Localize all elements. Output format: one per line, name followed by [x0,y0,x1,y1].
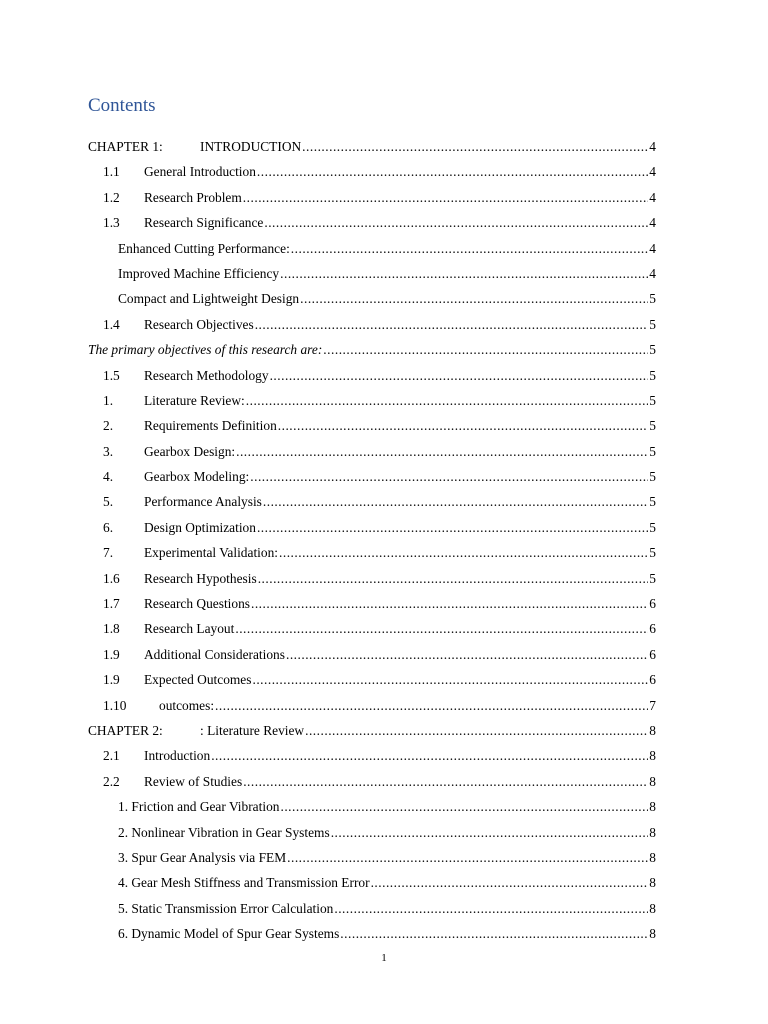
toc-entry[interactable] [88,743,656,768]
toc-entry-title: Compact and Lightweight Design [118,291,300,307]
toc-entry-page: 8 [649,748,656,764]
toc-leader-dots [291,236,649,261]
toc-entry-title: 4. Gear Mesh Stiffness and Transmission Error [118,875,370,891]
toc-entry-number: 1.6 [103,570,120,586]
toc-leader-dots [211,743,648,768]
toc-entry-page: 4 [649,265,656,281]
toc-leader-dots [251,591,648,616]
toc-entry[interactable] [88,312,656,337]
toc-leader-dots [371,870,649,895]
toc-entry-page: 5 [649,418,656,434]
toc-entry[interactable] [88,667,656,692]
toc-entry[interactable] [88,363,656,388]
toc-entry-page: 5 [649,342,656,358]
toc-leader-dots [243,769,648,794]
toc-entry-title: Improved Machine Efficiency [118,265,280,281]
toc-entry-title: Review of Studies [144,773,243,789]
toc-entry-page: 5 [649,443,656,459]
toc-entry-page: 8 [649,849,656,865]
toc-entry[interactable] [88,642,656,667]
toc-leader-dots [287,845,648,870]
toc-entry-page: 6 [649,596,656,612]
toc-entry-page: 5 [649,291,656,307]
toc-entry-title: Research Questions [144,596,250,612]
toc-entry-page: 8 [649,875,656,891]
toc-entry-title: 6. Dynamic Model of Spur Gear Systems [118,926,340,942]
toc-entry-number: 1.2 [103,189,120,205]
toc-entry-page: 8 [649,900,656,916]
toc-entry-title: Performance Analysis [144,494,262,510]
toc-entry-page: 5 [649,316,656,332]
toc-leader-dots [331,820,649,845]
toc-entry-title: General Introduction [144,164,256,180]
toc-leader-dots [246,388,649,413]
toc-entry-title: : Literature Review [200,722,305,738]
toc-entry-page: 7 [649,697,656,713]
toc-entry-title: Literature Review: [144,392,245,408]
toc-entry[interactable] [88,616,656,641]
toc-leader-dots [255,312,649,337]
toc-entry-page: 5 [649,545,656,561]
toc-entry[interactable] [88,515,656,540]
toc-entry-page: 6 [649,646,656,662]
toc-entry[interactable] [88,794,656,819]
toc-leader-dots [305,718,648,743]
toc-entry-page: 8 [649,722,656,738]
toc-entry-page: 5 [649,392,656,408]
toc-leader-dots [236,439,648,464]
toc-entry-title: Additional Considerations [144,646,285,662]
toc-entry-number: 1.4 [103,316,120,332]
toc-entry-number: 6. [103,519,114,535]
toc-entry-title: outcomes: [159,697,215,713]
toc-entry-page: 4 [649,164,656,180]
toc-entry[interactable] [88,921,656,946]
toc-entry-number: 2. [103,418,114,434]
toc-entry-title: Research Problem [144,189,242,205]
toc-entry-title: 2. Nonlinear Vibration in Gear Systems [118,824,330,840]
toc-leader-dots [323,337,648,362]
toc-entry[interactable] [88,896,656,921]
toc-entry-page: 4 [649,139,656,154]
toc-leader-dots [279,540,648,565]
toc-entry[interactable] [88,591,656,616]
toc-leader-dots [286,642,648,667]
toc-entry-number: 1.7 [103,596,120,612]
toc-entry-page: 8 [649,824,656,840]
toc-leader-dots [243,185,649,210]
toc-entry[interactable] [88,439,656,464]
toc-entry-number: CHAPTER 2: [88,722,163,738]
toc-entry-title: Research Objectives [144,316,254,332]
toc-leader-dots [278,413,649,438]
toc-entry-page: 5 [649,570,656,586]
contents-heading: Contents [88,95,156,116]
toc-entry[interactable] [88,769,656,794]
toc-leader-dots [263,489,648,514]
toc-entry[interactable] [88,566,656,591]
toc-entry[interactable] [88,464,656,489]
table-of-contents [88,134,656,947]
toc-entry-page: 8 [649,773,656,789]
toc-entry[interactable] [88,185,656,210]
toc-leader-dots [300,286,648,311]
toc-entry-page: 8 [649,799,656,815]
toc-entry-page: 6 [649,621,656,637]
toc-leader-dots [340,921,648,946]
toc-entry-number: 1.9 [103,646,120,662]
toc-entry-title: Research Methodology [144,367,269,383]
toc-entry-number: 5. [103,494,114,510]
toc-entry-page: 6 [649,672,656,688]
toc-entry-title: INTRODUCTION [200,139,302,154]
toc-entry-page: 8 [649,926,656,942]
toc-entry-page: 5 [649,519,656,535]
toc-entry-page: 5 [649,367,656,383]
toc-entry[interactable] [88,540,656,565]
toc-entry-page: 5 [649,494,656,510]
toc-leader-dots [215,693,648,718]
toc-entry-title: Research Significance [144,215,264,231]
toc-entry[interactable] [88,693,656,718]
toc-leader-dots [257,159,648,184]
toc-leader-dots [257,515,648,540]
toc-entry-title: Gearbox Modeling: [144,469,250,485]
toc-entry-title: Research Hypothesis [144,570,257,586]
toc-entry-number: 1.9 [103,672,120,688]
toc-entry-title: Experimental Validation: [144,545,278,561]
toc-entry[interactable] [88,489,656,514]
toc-entry[interactable] [88,388,656,413]
toc-leader-dots [280,794,648,819]
toc-entry-number: 1. [103,392,114,408]
toc-entry-title: Enhanced Cutting Performance: [118,240,290,256]
toc-entry[interactable] [88,413,656,438]
toc-entry[interactable] [88,870,656,895]
toc-entry-number: 1.1 [103,164,120,180]
toc-entry[interactable] [88,134,656,159]
toc-entry-title: Expected Outcomes [144,672,252,688]
toc-leader-dots [258,566,649,591]
toc-entry[interactable] [88,159,656,184]
toc-leader-dots [250,464,648,489]
toc-leader-dots [270,363,649,388]
toc-entry[interactable] [88,845,656,870]
toc-entry-page: 5 [649,469,656,485]
toc-entry-title: Introduction [144,748,211,764]
toc-entry-title: 1. Friction and Gear Vibration [118,799,280,815]
toc-entry[interactable] [88,210,656,235]
toc-entry-number: CHAPTER 1: [88,139,163,154]
toc-entry[interactable] [88,820,656,845]
page-number: 1 [381,952,387,964]
toc-entry-title: Requirements Definition [144,418,277,434]
toc-entry[interactable] [88,718,656,743]
toc-entry-page: 4 [649,189,656,205]
toc-leader-dots [334,896,648,921]
toc-entry-number: 1.10 [103,697,127,713]
toc-entry-number: 4. [103,469,114,485]
toc-entry-title: Research Layout [144,621,235,637]
toc-leader-dots [235,616,648,641]
toc-entry-number: 1.5 [103,367,120,383]
toc-entry-title: The primary objectives of this research are: [88,342,323,358]
toc-entry-title: Design Optimization [144,519,256,535]
toc-entry[interactable] [88,261,656,286]
toc-entry-page: 4 [649,215,656,231]
toc-entry-number: 7. [103,545,114,561]
toc-entry-number: 3. [103,443,114,459]
toc-entry[interactable] [88,286,656,311]
toc-entry-number: 1.3 [103,215,120,231]
toc-leader-dots [302,134,648,159]
toc-entry-number: 2.1 [103,748,120,764]
toc-entry-title: 3. Spur Gear Analysis via FEM [118,849,287,865]
toc-leader-dots [252,667,648,692]
toc-entry-number: 1.8 [103,621,120,637]
toc-leader-dots [264,210,648,235]
toc-entry[interactable] [88,337,656,362]
toc-entry-title: 5. Static Transmission Error Calculation [118,900,334,916]
toc-entry[interactable] [88,236,656,261]
toc-entry-number: 2.2 [103,773,120,789]
toc-leader-dots [280,261,648,286]
toc-entry-page: 4 [649,240,656,256]
toc-entry-title: Gearbox Design: [144,443,236,459]
